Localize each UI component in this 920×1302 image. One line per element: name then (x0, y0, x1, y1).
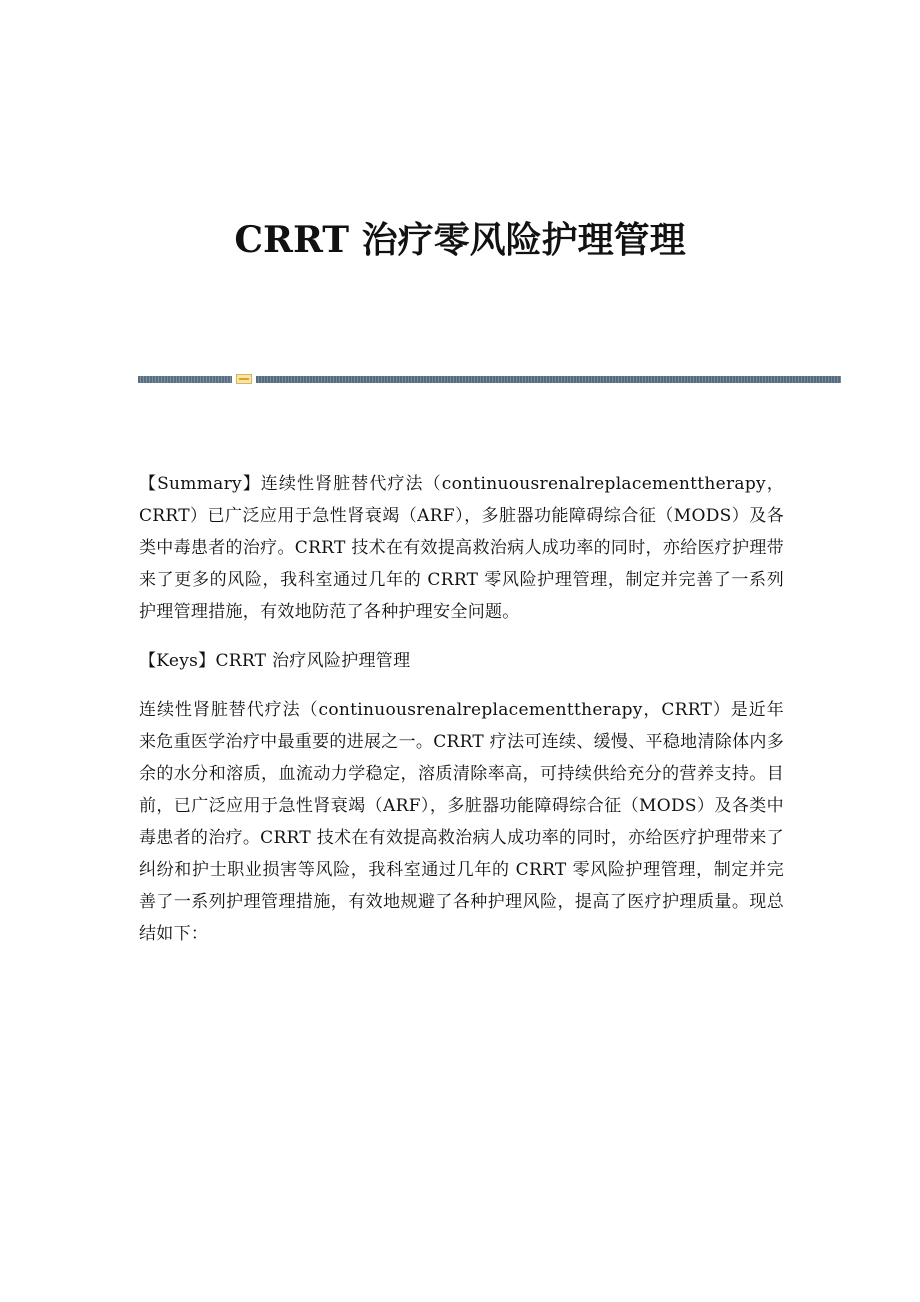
divider-bar-right (256, 376, 841, 383)
summary-label: 【Summary】 (139, 474, 261, 494)
divider-bar-left (138, 376, 232, 383)
document-title: CRRT 治疗零风险护理管理 (234, 219, 686, 261)
summary-paragraph (139, 468, 784, 628)
keys-text: CRRT 治疗风险护理管理 (215, 651, 411, 671)
keys-label: 【Keys】 (139, 651, 216, 671)
body-paragraph: 连续性肾脏替代疗法（continuousrenalreplacementtherapy，CRRT）是近年来危重医学治疗中最重要的进展之一。CRRT 疗法可连续、缓慢、平稳地清除体内多余的水分和溶质，血流动力学稳定，溶质清除率高，可持续供给充分的营养支持。目前，已广泛应用于急性肾衰竭（ARF），多脏器功能障碍综合征（MODS）及各类中毒患者的治疗。CRRT 技术在有效提高救治病人成功率的同时，亦给医疗护理带来了纠纷和护士职业损害等风险，我科室通过几年的 CRRT 零风险护理管理，制定并完善了一系列护理管理措施，有效地规避了各种护理风险，提高了医疗护理质量。现总结如下： (139, 700, 784, 944)
document-body (139, 468, 784, 967)
keys-paragraph (139, 645, 784, 677)
title-divider (138, 374, 841, 384)
summary-text: 连续性肾脏替代疗法（continuousrenalreplacementtherapy，CRRT）已广泛应用于急性肾衰竭（ARF），多脏器功能障碍综合征（MODS）及各类中毒患者的治疗。CRRT 技术在有效提高救治病人成功率的同时，亦给医疗护理带来了更多的风险，我科室通过几年的 CRRT 零风险护理管理，制定并完善了一系列护理管理措施，有效地防范了各种护理安全问题。 (139, 474, 784, 622)
divider-ornament-icon (236, 374, 252, 384)
